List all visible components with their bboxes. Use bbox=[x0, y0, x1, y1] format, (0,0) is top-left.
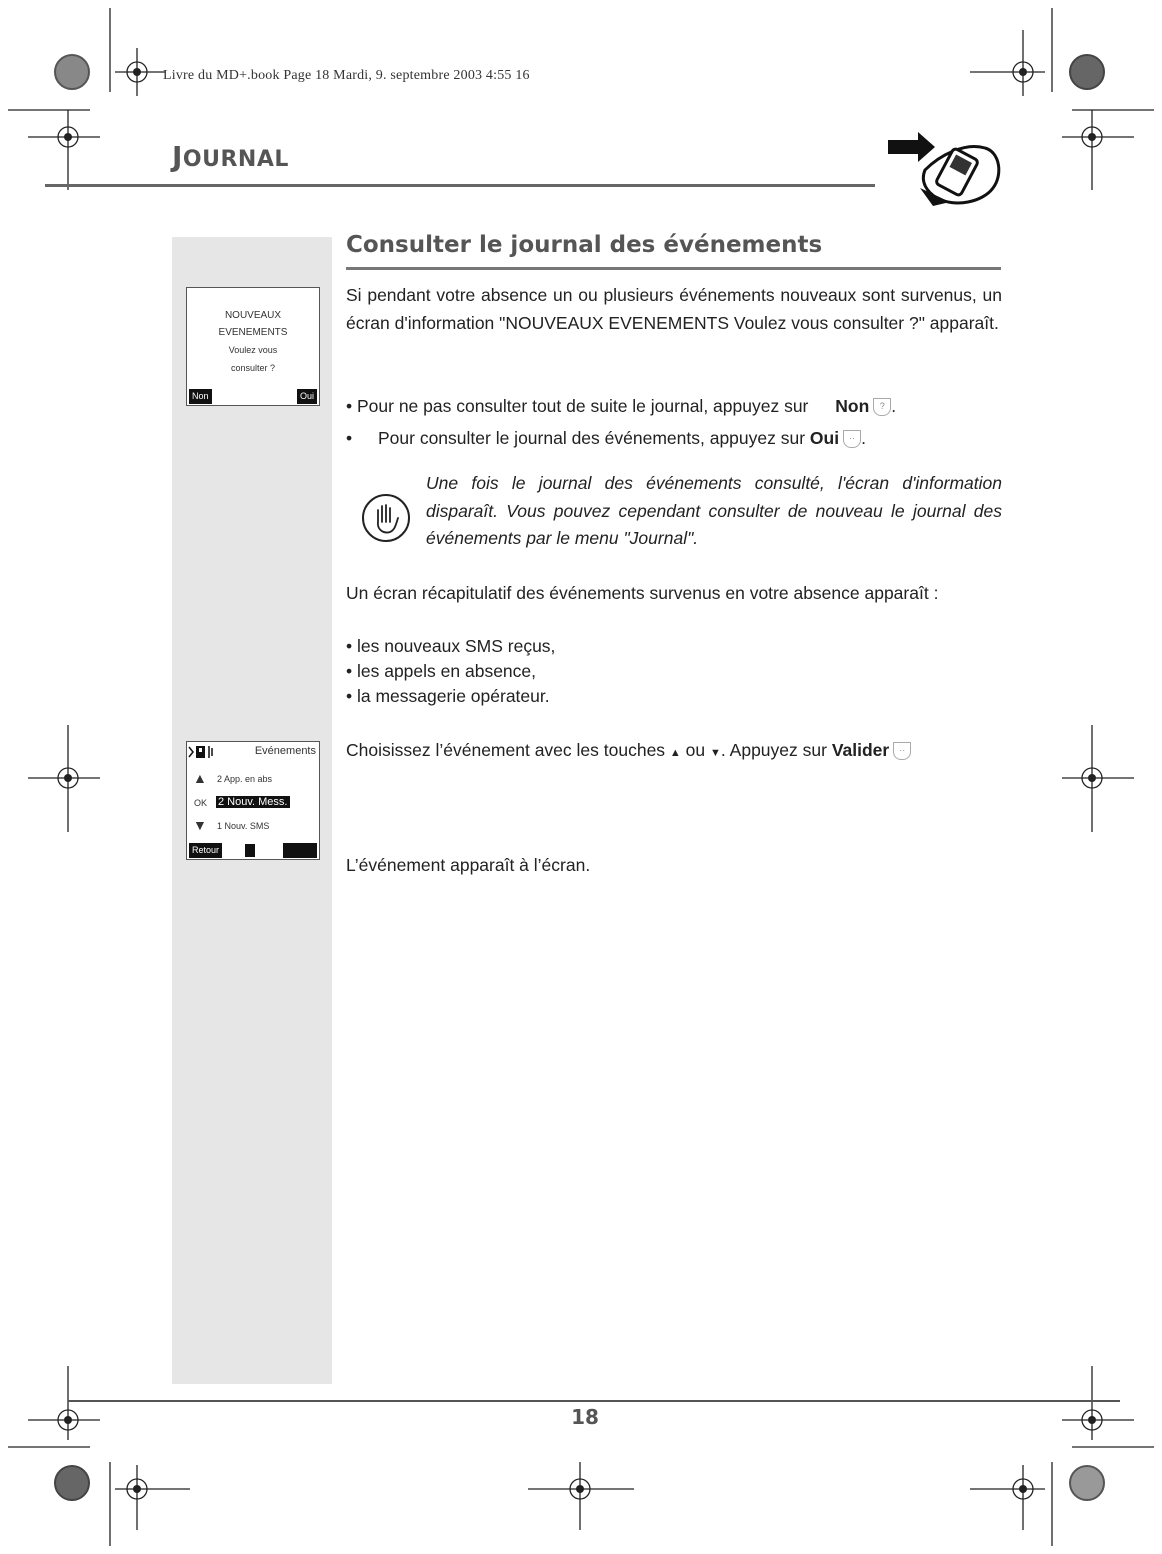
heading-rule bbox=[346, 267, 1001, 270]
battery-icon bbox=[188, 745, 220, 759]
title-rule bbox=[45, 184, 875, 187]
summary-list bbox=[346, 634, 1002, 709]
phone-screen-events bbox=[186, 741, 320, 860]
footer-rule bbox=[68, 1400, 1120, 1402]
page-heading: Consulter le journal des événements bbox=[346, 232, 823, 258]
bullet-end: . bbox=[891, 396, 897, 416]
softkey-retour: Retour bbox=[189, 843, 222, 858]
right-softkey-icon: ·· bbox=[893, 742, 911, 760]
print-header: Livre du MD+.book Page 18 Mardi, 9. septembre 2003 4:55 16 bbox=[163, 68, 530, 83]
intro-paragraph: Si pendant votre absence un ou plusieurs événements nouveaux sont survenus, un écran d'information "NOUVEAUX EVENEMENTS Voulez vous consulter ?" apparaît. bbox=[346, 285, 1002, 333]
screen-line: consulter ? bbox=[230, 363, 276, 373]
choose-text: . Appuyez sur bbox=[720, 740, 832, 760]
choose-or: ou bbox=[680, 740, 711, 760]
up-key-icon: ▲ bbox=[669, 747, 681, 759]
screen-line: EVENEMENTS bbox=[218, 327, 288, 338]
softkey-blank bbox=[283, 843, 317, 858]
choose-text: Choisissez l’événement avec les touches bbox=[346, 740, 670, 760]
hand-note-icon bbox=[360, 492, 412, 544]
summary-intro: Un écran récapitulatif des événements survenus en votre absence apparaît : bbox=[346, 583, 939, 603]
phone-icon bbox=[245, 844, 255, 857]
phone-arrow-icon bbox=[885, 130, 1010, 210]
list-item: • les appels en absence, bbox=[346, 661, 537, 681]
section-title bbox=[172, 140, 289, 173]
softkey-non: Non bbox=[189, 389, 212, 404]
note-text: Une fois le journal des événements consulté, l'écran d'information disparaît. Vous pouvez cependant consulter de nouveau le journal des événements par le menu "Journal". bbox=[426, 473, 1002, 548]
key-non-label: Non bbox=[835, 396, 870, 416]
screen-row: 1 Nouv. SMS bbox=[217, 821, 270, 831]
screen-row: 2 App. en abs bbox=[217, 774, 273, 784]
up-arrow-icon: ▲ bbox=[193, 770, 207, 786]
right-softkey-icon: ·· bbox=[843, 430, 861, 448]
result-text: L’événement apparaît à l’écran. bbox=[346, 855, 591, 875]
list-item: • les nouveaux SMS reçus, bbox=[346, 636, 556, 656]
bullet-text: • Pour ne pas consulter tout de suite le journal, appuyez sur bbox=[346, 396, 814, 416]
screen-title: Evénements bbox=[254, 745, 316, 757]
bullet-text: Pour consulter le journal des événements, appuyez sur bbox=[378, 428, 810, 448]
softkey-oui: Oui bbox=[297, 389, 317, 404]
bullet-marker: • bbox=[346, 428, 353, 448]
screen-line: Voulez vous bbox=[228, 345, 278, 355]
section-title-initial: J bbox=[172, 140, 183, 173]
ok-label: OK bbox=[194, 798, 208, 808]
down-arrow-icon: ▼ bbox=[193, 817, 207, 833]
bullet-oui bbox=[346, 424, 1002, 452]
bullet-end: . bbox=[861, 428, 866, 448]
phone-screen-new-events bbox=[186, 287, 320, 406]
left-softkey-icon: ? bbox=[873, 398, 891, 416]
page-number: 18 bbox=[571, 1405, 599, 1429]
choose-paragraph bbox=[346, 735, 1002, 769]
bullet-non bbox=[346, 392, 1002, 420]
section-title-rest: OURNAL bbox=[182, 147, 289, 172]
key-valider-label: Valider bbox=[831, 740, 890, 760]
screen-row-selected: 2 Nouv. Mess. bbox=[218, 796, 288, 808]
list-item: • la messagerie opérateur. bbox=[346, 686, 550, 706]
down-key-icon: ▼ bbox=[710, 747, 721, 759]
key-oui-label: Oui bbox=[809, 428, 840, 448]
screen-line: NOUVEAUX bbox=[224, 310, 282, 321]
